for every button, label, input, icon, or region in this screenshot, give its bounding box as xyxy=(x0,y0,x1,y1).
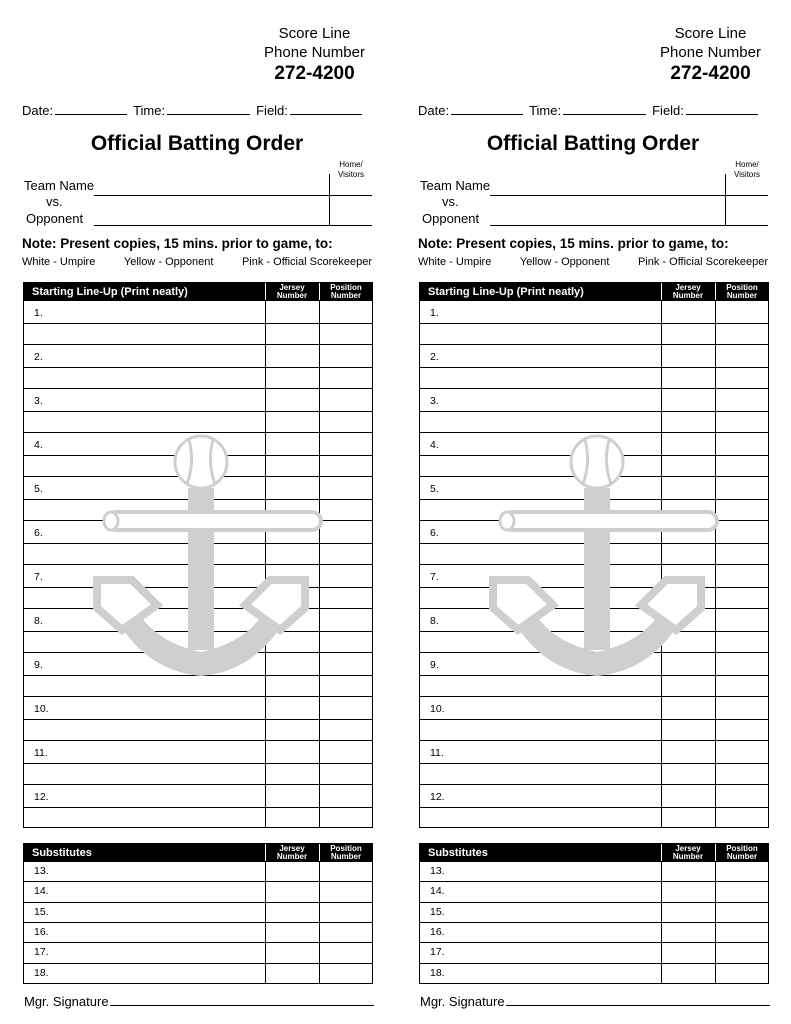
row-number: 9. xyxy=(34,659,43,671)
table-row[interactable] xyxy=(24,861,372,881)
row-number: 15. xyxy=(34,905,49,918)
row-number: 9. xyxy=(430,659,439,671)
row-number: 3. xyxy=(430,395,439,407)
form-title: Official Batting Order xyxy=(486,132,700,155)
table-row[interactable] xyxy=(24,388,372,432)
jersey-header-line1: Jersey xyxy=(675,283,701,292)
table-row[interactable] xyxy=(24,608,372,652)
table-row[interactable] xyxy=(420,740,768,784)
row-subline xyxy=(24,499,372,500)
substitutes-table xyxy=(419,843,769,984)
position-number-header xyxy=(320,845,372,861)
table-row[interactable] xyxy=(420,608,768,652)
jersey-number-header xyxy=(662,845,714,861)
field-label: Field: xyxy=(652,103,684,118)
field-location-field[interactable] xyxy=(686,103,758,115)
position-header-line1: Position xyxy=(330,283,362,292)
row-subline xyxy=(24,543,372,544)
table-row[interactable] xyxy=(24,902,372,922)
lineup-title: Starting Line-Up (Print neatly) xyxy=(428,286,584,298)
table-row[interactable] xyxy=(420,881,768,901)
phone-number-label: Phone Number xyxy=(264,44,365,61)
row-number: 10. xyxy=(34,703,49,715)
date-field[interactable] xyxy=(451,103,523,115)
signature-label: Mgr. Signature xyxy=(24,994,109,1009)
row-number: 5. xyxy=(34,483,43,495)
time-field[interactable] xyxy=(563,103,646,115)
jersey-header-line2: Number xyxy=(672,852,704,861)
score-line-label: Score Line xyxy=(278,25,351,42)
note-text: Note: Present copies, 15 mins. prior to game, to: xyxy=(22,236,333,251)
time-label: Time: xyxy=(529,103,562,118)
header-separator xyxy=(265,283,266,301)
row-subline xyxy=(420,499,768,500)
row-number: 18. xyxy=(34,966,49,979)
jersey-header-line1: Jersey xyxy=(675,844,701,853)
jersey-number-header xyxy=(266,845,318,861)
table-row[interactable] xyxy=(420,388,768,432)
manager-signature-line xyxy=(420,994,770,1009)
row-subline xyxy=(24,587,372,588)
row-number: 11. xyxy=(430,747,444,759)
row-number: 10. xyxy=(430,703,445,715)
table-row[interactable] xyxy=(420,902,768,922)
white-copy-label: White - Umpire xyxy=(418,256,492,268)
team-area xyxy=(418,160,768,230)
pink-copy-label: Pink - Official Scorekeeper xyxy=(637,256,768,268)
field-label: Field: xyxy=(256,103,288,118)
batting-order-form-right xyxy=(418,0,768,1024)
row-number: 1. xyxy=(430,307,439,319)
row-number: 6. xyxy=(430,527,439,539)
row-subline xyxy=(24,367,372,368)
home-label: Home/ xyxy=(339,160,363,169)
jersey-header-line2: Number xyxy=(672,291,704,300)
table-row[interactable] xyxy=(24,784,372,828)
table-row[interactable] xyxy=(24,881,372,901)
manager-signature-line xyxy=(24,994,374,1009)
substitutes-title: Substitutes xyxy=(32,847,92,859)
table-row[interactable] xyxy=(420,476,768,520)
row-number: 4. xyxy=(430,439,439,451)
date-label: Date: xyxy=(22,103,54,118)
row-number: 15. xyxy=(430,905,445,918)
row-subline xyxy=(420,763,768,764)
row-subline xyxy=(420,455,768,456)
row-subline xyxy=(24,675,372,676)
table-row[interactable] xyxy=(24,652,372,696)
row-number: 1. xyxy=(34,307,43,319)
phone-number-value: 272-4200 xyxy=(274,63,355,84)
table-row[interactable] xyxy=(420,344,768,388)
visitors-label: Visitors xyxy=(337,170,365,179)
signature-field[interactable] xyxy=(110,994,374,1006)
position-header-line1: Position xyxy=(726,283,758,292)
table-row[interactable] xyxy=(24,942,372,962)
table-row[interactable] xyxy=(420,432,768,476)
copies-distribution xyxy=(22,256,372,268)
row-number: 18. xyxy=(430,966,445,979)
field-location-field[interactable] xyxy=(290,103,362,115)
row-number: 2. xyxy=(34,351,43,363)
table-row[interactable] xyxy=(24,300,372,344)
note-text: Note: Present copies, 15 mins. prior to game, to: xyxy=(418,236,729,251)
header-separator xyxy=(661,844,662,862)
team-name-field[interactable] xyxy=(490,195,768,196)
row-subline xyxy=(420,587,768,588)
opponent-label: Opponent xyxy=(422,211,480,226)
date-time-field-line xyxy=(418,103,768,118)
row-subline xyxy=(420,631,768,632)
row-number: 12. xyxy=(34,791,49,803)
header-separator xyxy=(319,283,320,301)
row-number: 4. xyxy=(34,439,43,451)
position-number-header xyxy=(320,284,372,300)
table-row[interactable] xyxy=(420,696,768,740)
row-number: 16. xyxy=(34,925,49,938)
row-subline xyxy=(24,719,372,720)
date-label: Date: xyxy=(418,103,450,118)
team-name-field[interactable] xyxy=(94,195,372,196)
score-line-block xyxy=(643,24,778,86)
visitors-label: Visitors xyxy=(733,170,761,179)
time-label: Time: xyxy=(133,103,166,118)
row-subline xyxy=(420,543,768,544)
row-number: 2. xyxy=(430,351,439,363)
vs-label: vs. xyxy=(442,194,459,209)
opponent-field[interactable] xyxy=(490,225,768,226)
table-row[interactable] xyxy=(24,564,372,608)
phone-number-value: 272-4200 xyxy=(670,63,751,84)
table-row[interactable] xyxy=(24,520,372,564)
table-row[interactable] xyxy=(24,922,372,942)
header-separator xyxy=(319,844,320,862)
row-number: 6. xyxy=(34,527,43,539)
position-number-header xyxy=(716,284,768,300)
row-number: 8. xyxy=(34,615,43,627)
jersey-header-line1: Jersey xyxy=(279,283,305,292)
row-number: 8. xyxy=(430,615,439,627)
row-number: 13. xyxy=(430,865,445,877)
row-subline xyxy=(420,323,768,324)
table-row[interactable] xyxy=(24,476,372,520)
row-subline xyxy=(420,719,768,720)
row-subline xyxy=(24,807,372,808)
yellow-copy-label: Yellow - Opponent xyxy=(123,256,214,268)
starting-lineup-table xyxy=(23,282,373,828)
position-header-line2: Number xyxy=(330,852,362,861)
substitutes-table xyxy=(23,843,373,984)
vs-label: vs. xyxy=(46,194,63,209)
header-separator xyxy=(661,283,662,301)
jersey-number-header xyxy=(266,284,318,300)
table-row[interactable] xyxy=(420,300,768,344)
home-label: Home/ xyxy=(735,160,759,169)
table-row[interactable] xyxy=(420,520,768,564)
jersey-header-line2: Number xyxy=(276,852,308,861)
position-header-line2: Number xyxy=(726,291,758,300)
table-row[interactable] xyxy=(24,740,372,784)
table-row[interactable] xyxy=(420,922,768,942)
date-field[interactable] xyxy=(55,103,127,115)
team-name-label: Team Name xyxy=(24,178,95,193)
row-number: 17. xyxy=(34,946,49,959)
table-row[interactable] xyxy=(24,344,372,388)
jersey-number-header xyxy=(662,284,714,300)
row-number: 7. xyxy=(34,571,43,583)
position-header-line2: Number xyxy=(726,852,758,861)
home-visitors-divider xyxy=(329,174,330,225)
team-name-label: Team Name xyxy=(420,178,491,193)
row-number: 13. xyxy=(34,865,49,877)
white-copy-label: White - Umpire xyxy=(22,256,96,268)
row-number: 14. xyxy=(430,885,445,898)
time-field[interactable] xyxy=(167,103,250,115)
header-separator xyxy=(265,844,266,862)
phone-number-label: Phone Number xyxy=(660,44,761,61)
row-subline xyxy=(24,323,372,324)
signature-label: Mgr. Signature xyxy=(420,994,505,1009)
row-number: 17. xyxy=(430,946,445,959)
score-line-block xyxy=(247,24,382,86)
row-number: 3. xyxy=(34,395,43,407)
substitutes-title: Substitutes xyxy=(428,847,488,859)
table-row[interactable] xyxy=(24,696,372,740)
row-subline xyxy=(420,675,768,676)
position-header-line1: Position xyxy=(330,844,362,853)
jersey-header-line1: Jersey xyxy=(279,844,305,853)
row-subline xyxy=(24,631,372,632)
table-row[interactable] xyxy=(24,963,372,983)
home-visitors-label xyxy=(725,160,769,180)
position-number-header xyxy=(716,845,768,861)
jersey-header-line2: Number xyxy=(276,291,308,300)
row-number: 11. xyxy=(34,747,48,759)
yellow-copy-label: Yellow - Opponent xyxy=(519,256,610,268)
home-visitors-divider xyxy=(725,174,726,225)
table-row[interactable] xyxy=(420,942,768,962)
table-row[interactable] xyxy=(420,652,768,696)
row-number: 7. xyxy=(430,571,439,583)
row-subline xyxy=(420,411,768,412)
row-number: 5. xyxy=(430,483,439,495)
batting-order-form-left xyxy=(22,0,372,1024)
row-subline xyxy=(24,455,372,456)
table-row[interactable] xyxy=(24,432,372,476)
table-row[interactable] xyxy=(420,784,768,828)
row-subline xyxy=(420,367,768,368)
team-area xyxy=(22,160,372,230)
table-row[interactable] xyxy=(420,963,768,983)
row-number: 12. xyxy=(430,791,445,803)
table-row[interactable] xyxy=(420,564,768,608)
home-visitors-label xyxy=(329,160,373,180)
row-number: 16. xyxy=(430,925,445,938)
position-header-line1: Position xyxy=(726,844,758,853)
opponent-label: Opponent xyxy=(26,211,84,226)
form-title: Official Batting Order xyxy=(90,132,304,155)
row-subline xyxy=(24,411,372,412)
date-time-field-line xyxy=(22,103,372,118)
signature-field[interactable] xyxy=(506,994,770,1006)
row-number: 14. xyxy=(34,885,49,898)
copies-distribution xyxy=(418,256,768,268)
pink-copy-label: Pink - Official Scorekeeper xyxy=(241,256,372,268)
position-header-line2: Number xyxy=(330,291,362,300)
row-subline xyxy=(420,807,768,808)
table-row[interactable] xyxy=(420,861,768,881)
score-line-label: Score Line xyxy=(674,25,747,42)
opponent-field[interactable] xyxy=(94,225,372,226)
row-subline xyxy=(24,763,372,764)
header-separator xyxy=(715,844,716,862)
lineup-title: Starting Line-Up (Print neatly) xyxy=(32,286,188,298)
header-separator xyxy=(715,283,716,301)
starting-lineup-table xyxy=(419,282,769,828)
